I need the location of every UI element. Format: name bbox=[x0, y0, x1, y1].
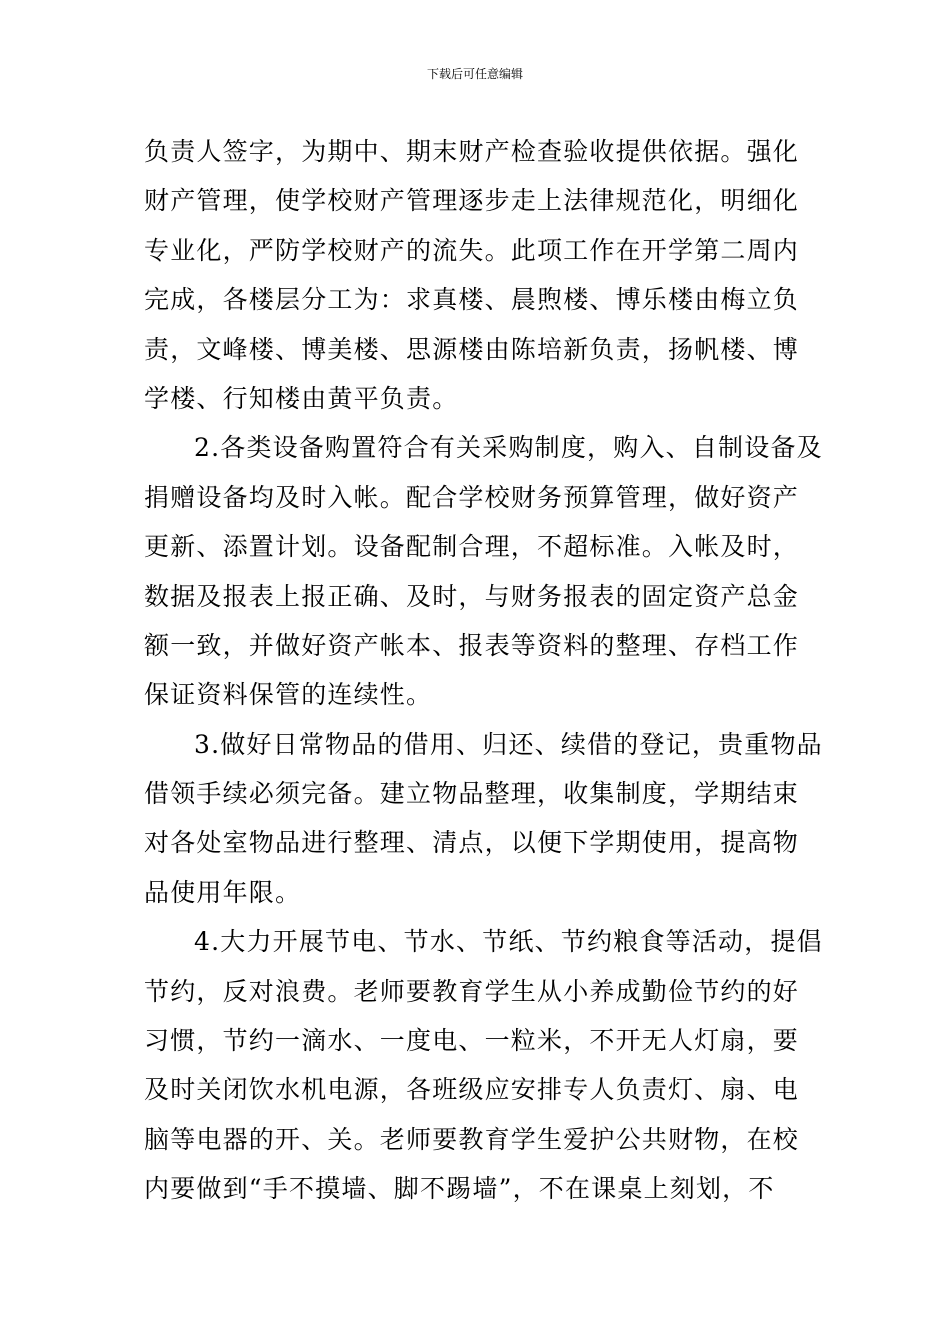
text-line: 对各处室物品进行整理、清点，以便下学期使用，提高物 bbox=[144, 828, 800, 858]
text-line: 完成，各楼层分工为：求真楼、晨煦楼、博乐楼由梅立负 bbox=[144, 285, 800, 315]
text-line: 节约，反对浪费。老师要教育学生从小养成勤俭节约的好 bbox=[144, 976, 800, 1006]
paragraph-start-line: 3.做好日常物品的借用、归还、续借的登记，贵重物品 bbox=[194, 729, 823, 759]
text-line: 专业化，严防学校财产的流失。此项工作在开学第二周内 bbox=[144, 235, 800, 265]
text-line: 保证资料保管的连续性。 bbox=[144, 680, 433, 710]
paragraph-start-line: 2.各类设备购置符合有关采购制度，购入、自制设备及 bbox=[194, 433, 823, 463]
text-line: 内要做到“手不摸墙、脚不踢墙”，不在课桌上刻划，不 bbox=[144, 1174, 775, 1204]
text-line: 学楼、行知楼由黄平负责。 bbox=[144, 383, 459, 413]
text-line: 脑等电器的开、关。老师要教育学生爱护公共财物，在校 bbox=[144, 1124, 800, 1154]
body-text bbox=[144, 127, 823, 1214]
page-header: 下载后可任意编辑 bbox=[426, 67, 523, 81]
text-line: 额一致，并做好资产帐本、报表等资料的整理、存档工作 bbox=[144, 630, 800, 660]
text-line: 及时关闭饮水机电源，各班级应安排专人负责灯、扇、电 bbox=[144, 1075, 800, 1105]
paragraph-start-line: 4.大力开展节电、节水、节纸、节约粮食等活动，提倡 bbox=[194, 927, 823, 957]
text-line: 更新、添置计划。设备配制合理，不超标准。入帐及时， bbox=[144, 532, 800, 562]
text-line: 品使用年限。 bbox=[144, 877, 302, 907]
text-line: 捐赠设备均及时入帐。配合学校财务预算管理，做好资产 bbox=[144, 482, 800, 512]
text-line: 习惯，节约一滴水、一度电、一粒米，不开无人灯扇，要 bbox=[144, 1026, 800, 1056]
text-line: 数据及报表上报正确、及时，与财务报表的固定资产总金 bbox=[144, 581, 800, 611]
text-line: 财产管理，使学校财产管理逐步走上法律规范化，明细化 bbox=[144, 186, 800, 216]
text-line: 负责人签字，为期中、期末财产检查验收提供依据。强化 bbox=[144, 137, 800, 166]
text-line: 借领手续必须完备。建立物品整理，收集制度，学期结束 bbox=[144, 779, 800, 809]
text-line: 责，文峰楼、博美楼、思源楼由陈培新负责，扬帆楼、博 bbox=[144, 334, 800, 364]
